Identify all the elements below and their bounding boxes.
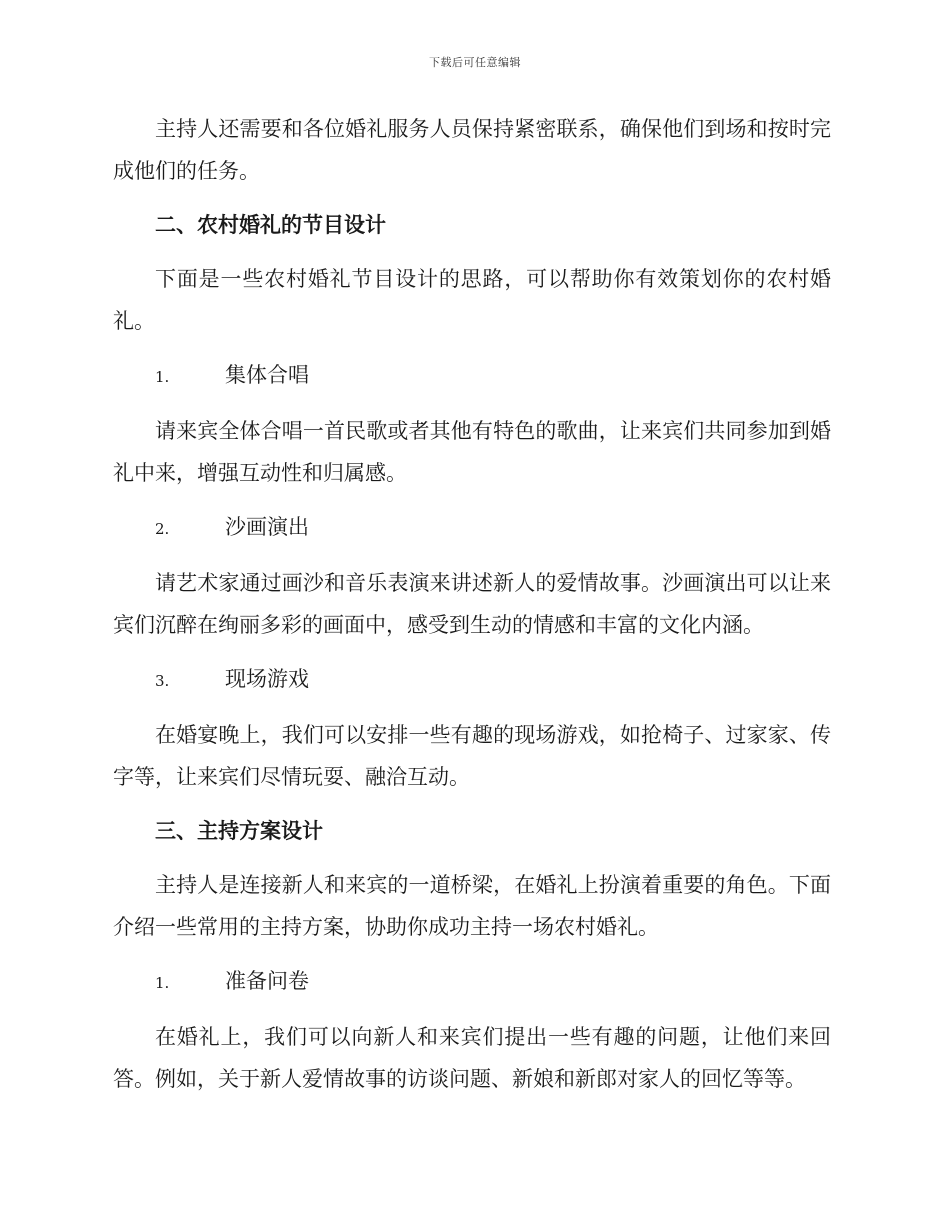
paragraph-games: 在婚宴晚上，我们可以安排一些有趣的现场游戏，如抢椅子、过家家、传字等，让来宾们尽情玩耍、融洽互动。 (113, 723, 831, 789)
list-item-number: 2. (155, 520, 170, 538)
paragraph-host-coordination: 主持人还需要和各位婚礼服务人员保持紧密联系，确保他们到场和按时完成他们的任务。 (113, 117, 831, 183)
list-item-title: 沙画演出 (225, 515, 309, 539)
list-item-title: 现场游戏 (225, 667, 309, 691)
list-item-chorus (113, 354, 831, 398)
paragraph-questionnaire: 在婚礼上，我们可以向新人和来宾们提出一些有趣的问题，让他们来回答。例如，关于新人爱情故事的访谈问题、新娘和新郎对家人的回忆等等。 (113, 1025, 831, 1091)
list-item-number: 1. (155, 368, 170, 386)
list-item-questionnaire (113, 960, 831, 1004)
list-item-games (113, 658, 831, 702)
list-item-title: 集体合唱 (225, 363, 309, 387)
list-item-sand-art (113, 506, 831, 550)
document-body (113, 108, 831, 1100)
paragraph-host-plan-intro: 主持人是连接新人和来宾的一道桥梁，在婚礼上扮演着重要的角色。下面介绍一些常用的主持方案，协助你成功主持一场农村婚礼。 (113, 873, 831, 939)
page-header: 下载后可任意编辑 (429, 56, 521, 69)
paragraph-program-intro: 下面是一些农村婚礼节目设计的思路，可以帮助你有效策划你的农村婚礼。 (113, 267, 831, 333)
list-item-title: 准备问卷 (225, 969, 309, 993)
list-item-number: 3. (155, 672, 170, 690)
section-heading-program-design: 二、农村婚礼的节目设计 (155, 212, 386, 237)
list-item-number: 1. (155, 974, 170, 992)
paragraph-sand-art: 请艺术家通过画沙和音乐表演来讲述新人的爱情故事。沙画演出可以让来宾们沉醉在绚丽多彩的画面中，感受到生动的情感和丰富的文化内涵。 (113, 571, 831, 637)
paragraph-chorus: 请来宾全体合唱一首民歌或者其他有特色的歌曲，让来宾们共同参加到婚礼中来，增强互动性和归属感。 (113, 419, 831, 485)
section-heading-host-plan: 三、主持方案设计 (155, 818, 323, 843)
